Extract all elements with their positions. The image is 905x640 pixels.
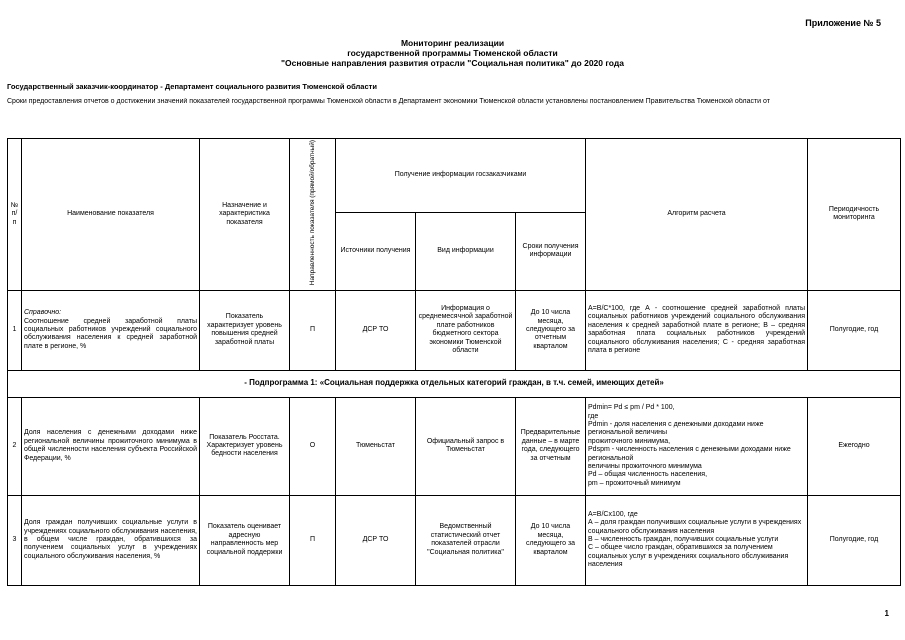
header-direction [290, 139, 336, 291]
row-source: ДСР ТО [336, 495, 416, 585]
row-name [22, 290, 200, 370]
header-purpose: Назначение и характеристика показателя [200, 139, 290, 291]
deadlines-line: Сроки предоставления отчетов о достижении значений показателей государственной программы Тюменской области в Департамент экономики Тюменской области установлены постановлением Правительства Тюменской области от [7, 98, 770, 105]
row-direction: П [290, 290, 336, 370]
row-num: 2 [8, 397, 22, 495]
header-receiving: Получение информации госзаказчиками [336, 139, 586, 213]
row-info-type: Информация о среднемесячной заработной плате работников бюджетного сектора экономики Тюменской области [416, 290, 516, 370]
row-source: ДСР ТО [336, 290, 416, 370]
header-name: Наименование показателя [22, 139, 200, 291]
row-deadline: До 10 числа месяца, следующего за кварталом [516, 495, 586, 585]
row-info-type: Официальный запрос в Тюменьстат [416, 397, 516, 495]
header-deadline: Сроки получения информации [516, 212, 586, 290]
header-algorithm: Алгоритм расчета [586, 139, 808, 291]
header-num: № п/п [8, 139, 22, 291]
header-row-1 [8, 139, 901, 213]
title-line-1: Мониторинг реализации [400, 38, 505, 48]
header-periodicity: Периодичность мониторинга [808, 139, 901, 291]
page-number: 1 [884, 609, 889, 618]
table-row [8, 397, 901, 495]
appendix-label: Приложение № 5 [805, 18, 881, 28]
row-algorithm: А=В/С*100, где А - соотношение средней заработной платы социальных работников учреждений социального обслуживания населения к средней заработной плате в регионе; В – средняя заработная плата социальных работников учреждений социального обслуживания населения; С - средняя заработная плата в регионе [586, 290, 808, 370]
row-source: Тюменьстат [336, 397, 416, 495]
row-periodicity: Полугодие, год [808, 495, 901, 585]
row-num: 1 [8, 290, 22, 370]
title-line-3: "Основные направления развития отрасли "Социальная политика" до 2020 года [280, 58, 624, 68]
row-purpose: Показатель характеризует уровень повышения средней заработной платы [200, 290, 290, 370]
subprogram-title: - Подпрограмма 1: «Социальная поддержка отдельных категорий граждан, в т.ч. семей, имеющих детей» [8, 370, 901, 397]
page-title [0, 38, 905, 68]
header-sources: Источники получения [336, 212, 416, 290]
row-direction: П [290, 495, 336, 585]
row-info-type: Ведомственный статистический отчет показателей отрасли "Социальная политика" [416, 495, 516, 585]
customer-line: Государственный заказчик-координатор - Департамент социального развития Тюменской области [7, 82, 377, 91]
row-deadline: До 10 числа месяца, следующего за отчетным кварталом [516, 290, 586, 370]
title-line-2: государственной программы Тюменской области [347, 48, 558, 58]
header-info-type: Вид информации [416, 212, 516, 290]
row-name: Доля граждан получивших социальные услуги в учреждениях социального обслуживания населения, в общем числе граждан, обратившихся за получением социальных услуг в учреждениях социального обслуживания населения, % [22, 495, 200, 585]
row-deadline: Предварительные данные – в марте года, следующего за отчетным [516, 397, 586, 495]
row-periodicity: Ежегодно [808, 397, 901, 495]
subprogram-row [8, 370, 901, 397]
row-name-text: Соотношение средней заработной платы социальных работников учреждений социального обслуживания населения к средней заработной плате в регионе, % [24, 317, 197, 350]
table-row [8, 495, 901, 585]
row-purpose: Показатель оценивает адресную направленность мер социальной поддержки [200, 495, 290, 585]
header-direction-text: Направленность показателя (прямой/обратный) [308, 140, 316, 286]
row-algorithm: Pdmin= Pd ≤ pm / Pd * 100, где Pdmin - доля населения с денежными доходами ниже региональной величины прожиточного минимума, Pdspm - численность населения с денежными доходами ниже региональной величины прожиточного минимума Pd – общая численность населения, pm – прожиточный минимум [586, 397, 808, 495]
row-name: Доля населения с денежными доходами ниже региональной величины прожиточного минимума в общей численности населения субъекта Российской Федерации, % [22, 397, 200, 495]
row-algorithm: А=В/Сх100, где А – доля граждан получивших социальные услуги в учреждениях социального обслуживания населения В – численность граждан, получивших социальные услуги С – общее число граждан, обратившихся за получением социальных услуг в учреждениях социального обслуживания населения [586, 495, 808, 585]
row-periodicity: Полугодие, год [808, 290, 901, 370]
monitoring-table [7, 138, 901, 586]
row-num: 3 [8, 495, 22, 585]
row-direction: О [290, 397, 336, 495]
row-purpose: Показатель Росстата. Характеризует уровень бедности населения [200, 397, 290, 495]
row-name-prefix: Справочно: [24, 309, 62, 317]
table-row [8, 290, 901, 370]
